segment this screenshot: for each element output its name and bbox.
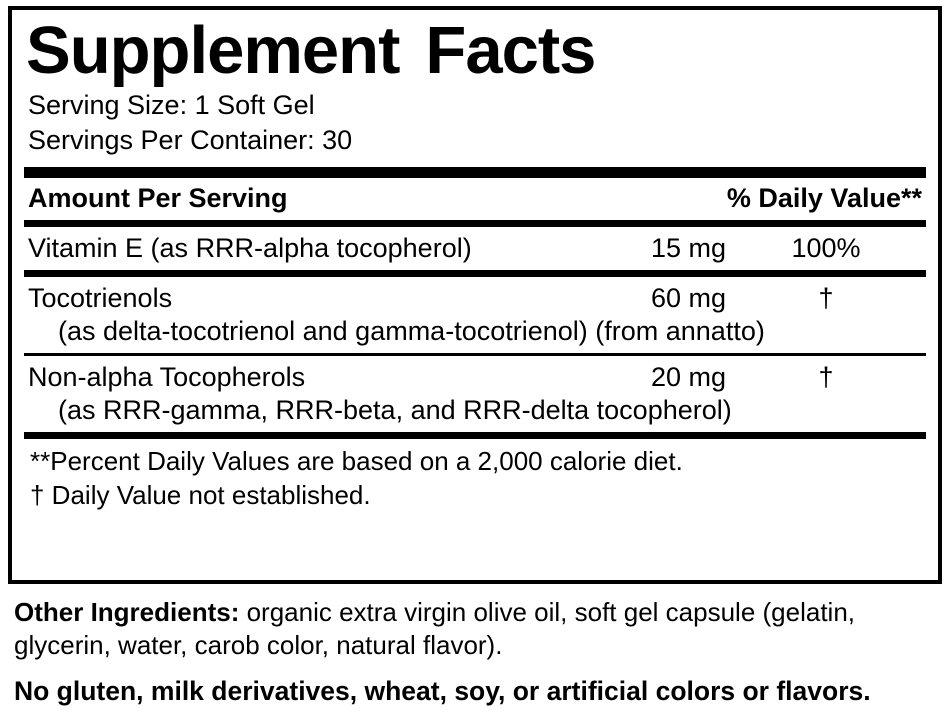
divider-under-header [24,220,926,227]
other-ingredients [14,596,940,663]
table-row [24,356,926,399]
nutrient-subtext: (as delta-tocotrienol and gamma-tocotrienol) (from annatto) [58,316,765,347]
nutrient-daily-value: † [818,362,834,393]
nutrient-amount: 60 mg [650,283,726,314]
divider-thick-top [24,167,926,178]
nutrient-subtext: (as RRR-gamma, RRR-beta, and RRR-delta tocopherol) [58,395,732,426]
nutrient-name: Non-alpha Tocopherols [28,362,306,393]
other-ingredients-text: organic extra virgin olive oil, soft gel capsule (gelatin, glycerin, water, carob color, natural flavor). [14,597,856,661]
table-row [24,227,926,270]
servings-per-container: Servings Per Container: 30 [28,124,353,155]
table-row [24,277,926,320]
header-daily-value: % Daily Value** [726,183,922,214]
nutrient-name: Tocotrienols [28,283,173,314]
divider-before-footnotes [24,432,926,439]
serving-size: Serving Size: 1 Soft Gel [28,90,315,121]
footnote-percent-daily-value: **Percent Daily Values are based on a 2,000 calorie diet. [30,446,683,477]
other-ingredients-label: Other Ingredients: [14,597,240,627]
facts-panel [8,6,942,584]
title-word-supplement: Supplement [26,13,400,88]
nutrient-amount: 15 mg [650,233,726,264]
title-word-facts: Facts [425,13,596,88]
divider-after-vitamin-e [24,270,926,277]
below-panel-text [14,596,940,708]
nutrient-daily-value: 100% [791,233,861,264]
allergen-free-claim: No gluten, milk derivatives, wheat, soy, or artificial colors or flavors. [14,675,871,706]
footnote-dagger: † Daily Value not established. [30,480,371,511]
header-amount-per-serving: Amount Per Serving [28,183,288,214]
table-header-row [24,178,926,220]
nutrient-name: Vitamin E (as RRR-alpha tocopherol) [28,233,472,264]
nutrient-amount: 20 mg [650,362,726,393]
nutrient-daily-value: † [818,283,834,314]
page-title [26,13,926,88]
